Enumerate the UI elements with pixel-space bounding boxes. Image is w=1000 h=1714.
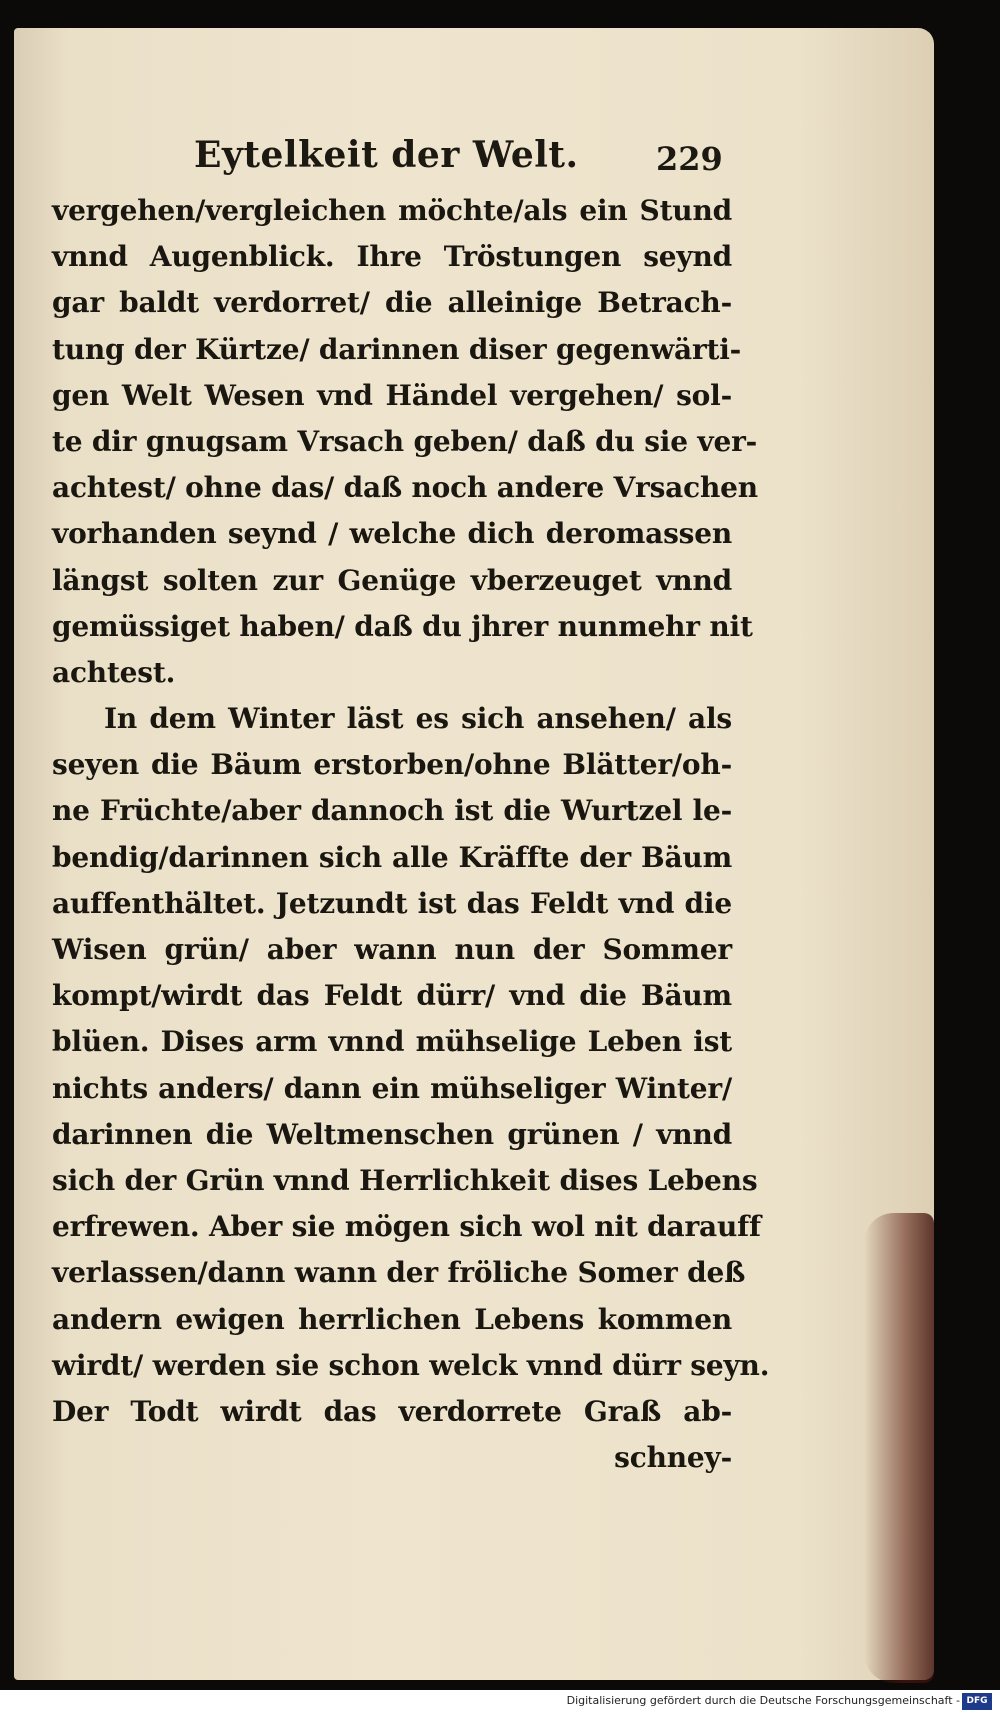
text-line: ne Früchte/aber dannoch ist die Wurtzel le- — [52, 794, 732, 828]
text-line: bendig/darinnen sich alle Kräffte der Bäum — [52, 840, 732, 874]
text-line: erfrewen. Aber sie mögen sich wol nit darauff — [52, 1210, 761, 1244]
text-line: längst solten zur Genüge vberzeuget vnnd — [52, 563, 732, 597]
text-line: sich der Grün vnnd Herrlichkeit dises Lebens — [52, 1163, 758, 1197]
text-line: wirdt/ werden sie schon welck vnnd dürr seyn. — [52, 1348, 770, 1382]
book-page — [14, 28, 934, 1680]
text-line: Wisen grün/ aber wann nun der Sommer — [52, 933, 732, 966]
text-line: andern ewigen herrlichen Lebens kommen — [52, 1302, 732, 1336]
dfg-logo: DFG — [962, 1693, 992, 1710]
text-line: nichts anders/ dann ein mühseliger Winter/ — [52, 1071, 732, 1105]
text-line: verlassen/dann wann der fröliche Somer deß — [52, 1256, 746, 1290]
catchword: schney- — [614, 1441, 732, 1475]
text-line: gar baldt verdorret/ die alleinige Betrach- — [52, 286, 732, 320]
text-line: achtest/ ohne das/ daß noch andere Vrsachen — [52, 471, 758, 505]
text-line: Der Todt wirdt das verdorrete Graß ab- — [52, 1394, 732, 1428]
funding-credit: Digitalisierung gefördert durch die Deutsche Forschungsgemeinschaft - — [566, 1694, 960, 1707]
running-head: Eytelkeit der Welt. — [194, 134, 579, 176]
text-line: vnnd Augenblick. Ihre Tröstungen seynd — [52, 240, 732, 274]
text-line: vorhanden seynd / welche dich deromassen — [52, 517, 732, 551]
text-line: auffenthältet. Jetzundt ist das Feldt vnd die — [52, 886, 732, 920]
paragraph-start-line: In dem Winter läst es sich ansehen/ als — [104, 702, 732, 736]
body-text — [52, 188, 770, 1481]
text-line: gen Welt Wesen vnd Händel vergehen/ sol- — [52, 378, 732, 412]
paragraph-end-line: achtest. — [52, 655, 176, 689]
text-line: blüen. Dises arm vnnd mühselige Leben ist — [52, 1025, 732, 1059]
page-edge-stain — [864, 1213, 934, 1683]
text-line: te dir gnugsam Vrsach geben/ daß du sie ver- — [52, 424, 758, 458]
page-number: 229 — [656, 140, 723, 178]
text-line: tung der Kürtze/ darinnen diser gegenwärti- — [52, 332, 742, 366]
text-line: vergehen/vergleichen möchte/als ein Stund — [52, 194, 732, 227]
text-line: darinnen die Weltmenschen grünen / vnnd — [52, 1117, 732, 1151]
text-line: gemüssiget haben/ daß du jhrer nunmehr nit — [52, 609, 753, 643]
page-header — [44, 128, 744, 180]
text-line: seyen die Bäum erstorben/ohne Blätter/oh- — [52, 748, 732, 782]
text-line: kompt/wirdt das Feldt dürr/ vnd die Bäum — [52, 979, 732, 1013]
digitization-footer — [0, 1690, 1000, 1714]
